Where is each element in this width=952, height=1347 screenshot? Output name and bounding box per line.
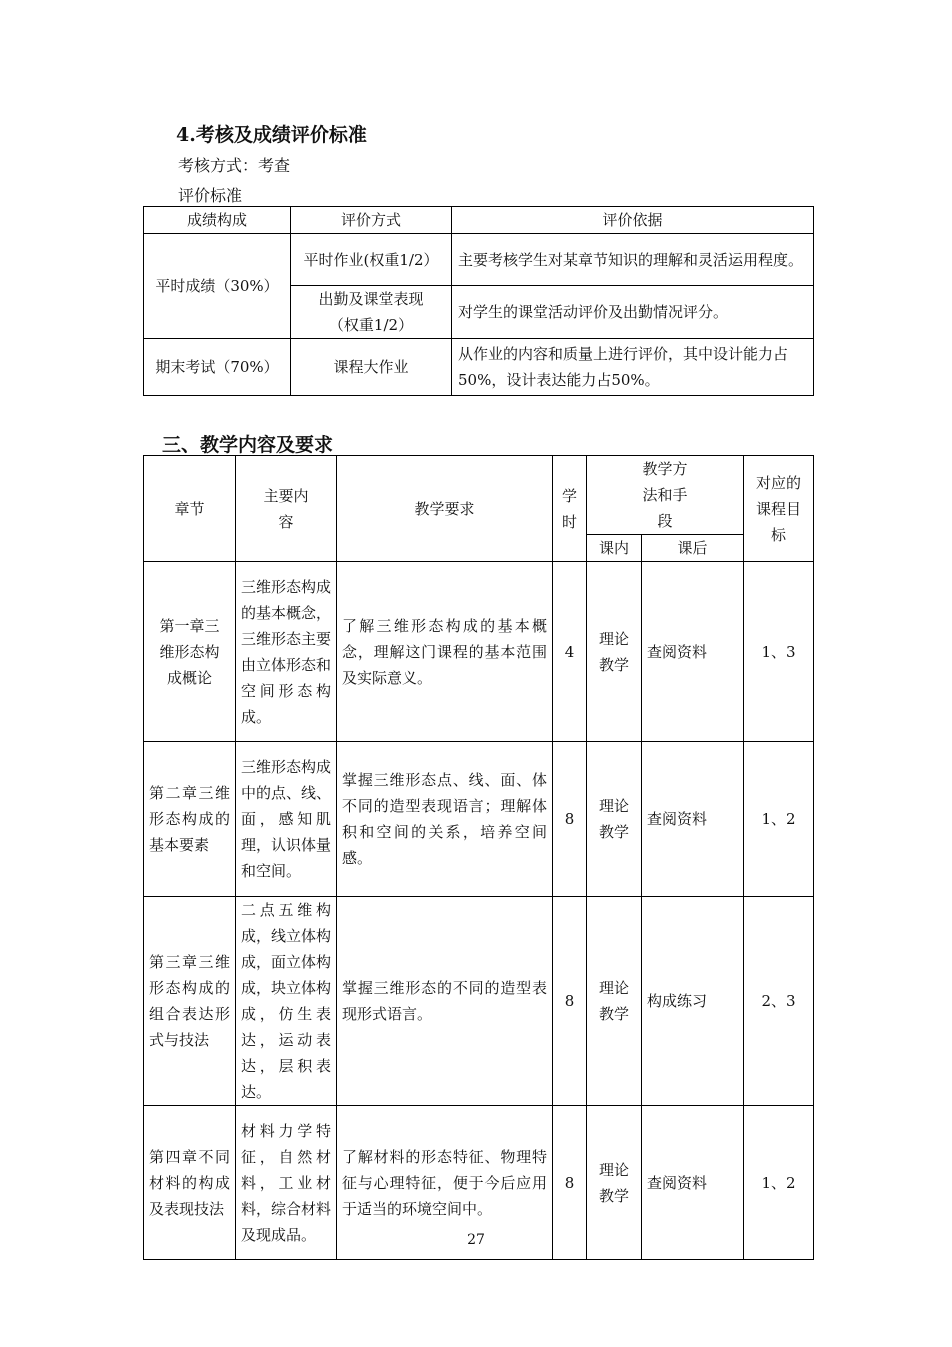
chapter-cell: 第四章不同材料的构成及表现技法 [144,1106,236,1260]
table-row [144,234,814,286]
hours-cell: 8 [553,742,587,897]
requirement-cell: 掌握三维形态的不同的造型表现形式语言。 [337,897,553,1106]
main-content-cell: 二点五维构成，线立体构成，面立体构成，块立体构成，仿生表达，运动表达，层积表达。 [236,897,337,1106]
hours-cell: 8 [553,897,587,1106]
objective-cell: 1、2 [744,1106,814,1260]
header-cell: 评价依据 [452,207,814,234]
hours-cell: 8 [553,1106,587,1260]
section-3-heading: 三、教学内容及要求 [162,434,334,456]
objective-cell: 2、3 [744,897,814,1106]
after-class-cell: 构成练习 [642,897,744,1106]
table-row [144,339,814,396]
after-class-cell: 查阅资料 [642,742,744,897]
grade-component-cell: 平时成绩（30%） [144,234,291,339]
header-cell: 教学方法和手段 [587,456,744,535]
basis-cell: 主要考核学生对某章节知识的理解和灵活运用程度。 [452,234,814,286]
basis-cell: 对学生的课堂活动评价及出勤情况评分。 [452,286,814,339]
section-4-heading: 4.考核及成绩评价标准 [176,124,367,146]
after-class-cell: 查阅资料 [642,1106,744,1260]
grade-component-cell: 期末考试（70%） [144,339,291,396]
method-cell: 课程大作业 [291,339,452,396]
table-row [144,562,814,742]
method-cell: 平时作业(权重1/2） [291,234,452,286]
assessment-method: 考核方式：考查 [178,156,291,175]
requirement-cell: 了解材料的形态特征、物理特征与心理特征，便于今后应用于适当的环境空间中。 [337,1106,553,1260]
header-cell: 评价方式 [291,207,452,234]
chapter-cell: 第三章三维形态构成的组合表达形式与技法 [144,897,236,1106]
in-class-cell: 理论教学 [587,1106,642,1260]
hours-cell: 4 [553,562,587,742]
header-cell: 成绩构成 [144,207,291,234]
main-content-cell: 三维形态构成中的点、线、面，感知肌理，认识体量和空间。 [236,742,337,897]
header-cell: 教学要求 [337,456,553,562]
requirement-cell: 掌握三维形态点、线、面、体不同的造型表现语言；理解体积和空间的关系，培养空间感。 [337,742,553,897]
in-class-cell: 理论教学 [587,742,642,897]
table-header-row [144,456,814,535]
method-cell: 出勤及课堂表现（权重1/2） [291,286,452,339]
after-class-cell: 查阅资料 [642,562,744,742]
header-cell: 课内 [587,535,642,562]
table-row [144,742,814,897]
main-content-cell: 三维形态构成的基本概念，三维形态主要由立体形态和空间形态构成。 [236,562,337,742]
header-cell: 学时 [553,456,587,562]
requirement-cell: 了解三维形态构成的基本概念，理解这门课程的基本范围及实际意义。 [337,562,553,742]
in-class-cell: 理论教学 [587,562,642,742]
header-cell: 对应的课程目标 [744,456,814,562]
chapter-cell: 第二章三维形态构成的基本要素 [144,742,236,897]
basis-cell: 从作业的内容和质量上进行评价，其中设计能力占50%，设计表达能力占50%。 [452,339,814,396]
header-cell: 主要内容 [236,456,337,562]
header-cell: 课后 [642,535,744,562]
chapter-cell: 第一章三维形态构成概论 [144,562,236,742]
objective-cell: 1、2 [744,742,814,897]
header-cell: 章节 [144,456,236,562]
table-row [144,897,814,1106]
page-number: 27 [467,1232,485,1248]
table-header-row [144,207,814,234]
evaluation-table [143,206,814,396]
evaluation-standard-label: 评价标准 [178,186,243,205]
objective-cell: 1、3 [744,562,814,742]
teaching-content-table [143,455,814,1260]
in-class-cell: 理论教学 [587,897,642,1106]
main-content-cell: 材料力学特征，自然材料，工业材料，综合材料及现成品。 [236,1106,337,1260]
